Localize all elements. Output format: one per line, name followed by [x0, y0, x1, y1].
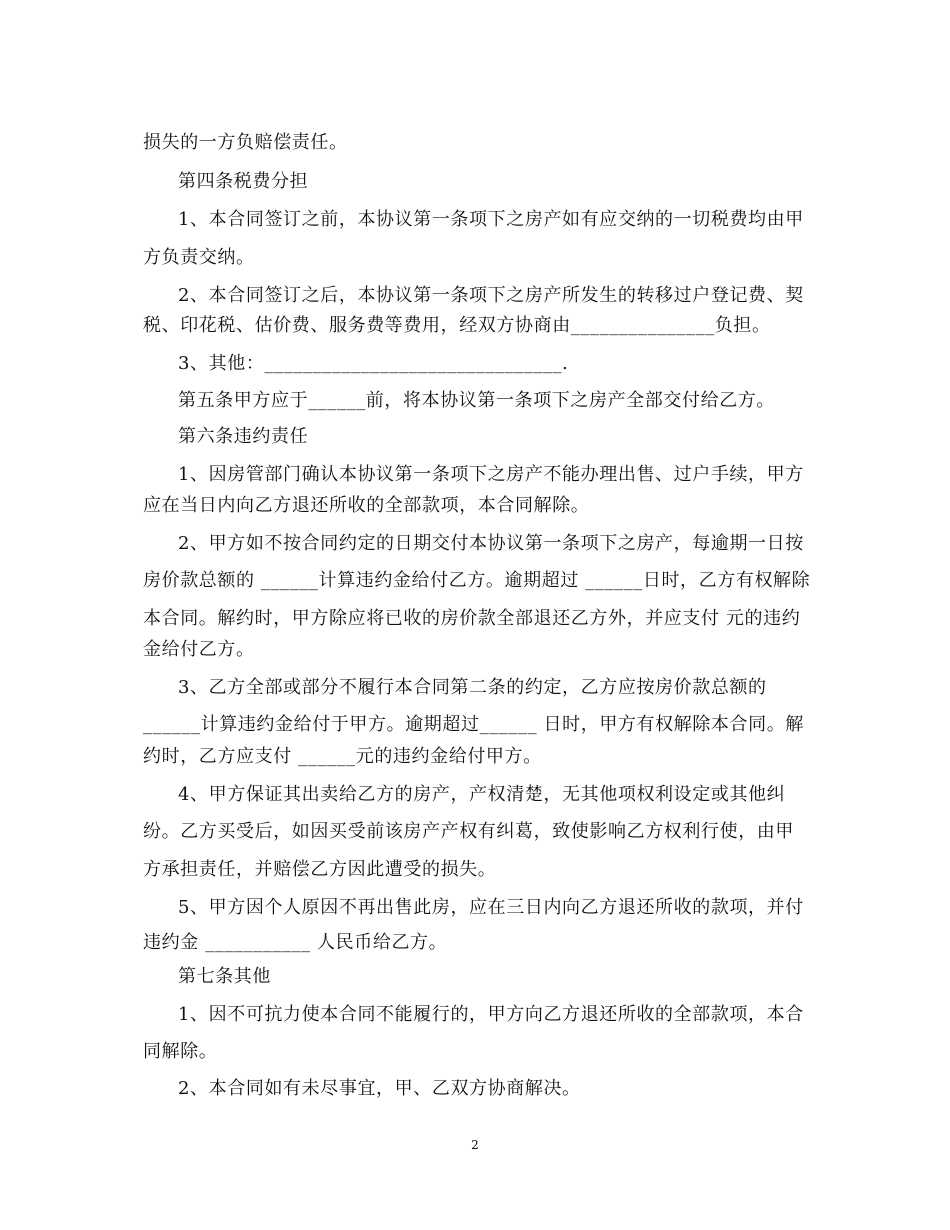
text-line: 方承担责任，并赔偿乙方因此遭受的损失。: [143, 859, 497, 880]
text-line: 金给付乙方。: [143, 639, 255, 660]
text-line: 约时，乙方应支付 ______元的违约金给付甲方。: [143, 746, 542, 767]
text-line: 3、乙方全部或部分不履行本合同第二条的约定，乙方应按房价款总额的: [178, 677, 767, 698]
text-line: 4、甲方保证其出卖给乙方的房产，产权清楚，无其他项权利设定或其他纠: [178, 784, 786, 805]
text-line: 第五条甲方应于______前，将本协议第一条项下之房产全部交付给乙方。: [178, 390, 775, 411]
text-line: 税、印花税、估价费、服务费等费用，经双方协商由_______________负担。: [143, 315, 771, 336]
section-heading: 第六条违约责任: [178, 426, 309, 447]
section-heading: 第四条税费分担: [178, 171, 309, 192]
text-line: 方负责交纳。: [143, 247, 255, 268]
text-line: 5、甲方因个人原因不再出售此房，应在三日内向乙方退还所收的款项，并付: [178, 897, 804, 918]
text-line: 损失的一方负赔偿责任。: [143, 132, 348, 153]
text-line: 应在当日内向乙方退还所收的全部款项，本合同解除。: [143, 495, 590, 516]
text-line: 1、因不可抗力使本合同不能履行的，甲方向乙方退还所收的全部款项，本合: [178, 1004, 804, 1025]
page-number: 2: [471, 1138, 479, 1152]
text-line: 2、本合同签订之后，本协议第一条项下之房产所发生的转移过户登记费、契: [178, 285, 804, 306]
text-line: ______计算违约金给付于甲方。逾期超过______ 日时，甲方有权解除本合同。解: [143, 714, 804, 735]
text-line: 违约金 ___________ 人民币给乙方。: [143, 932, 448, 953]
text-line: 3、其他：_______________________________.: [178, 353, 569, 374]
text-line: 1、本合同签订之前，本协议第一条项下之房产如有应交纳的一切税费均由甲: [178, 209, 804, 230]
text-line: 2、本合同如有未尽事宜，甲、乙双方协商解决。: [178, 1078, 581, 1099]
text-line: 2、甲方如不按合同约定的日期交付本协议第一条项下之房产，每逾期一日按: [178, 533, 804, 554]
text-line: 1、因房管部门确认本协议第一条项下之房产不能办理出售、过户手续，甲方: [178, 464, 804, 485]
text-line: 本合同。解约时，甲方除应将已收的房价款全部退还乙方外，并应支付 元的违约: [143, 608, 801, 629]
text-line: 房价款总额的 ______计算违约金给付乙方。逾期超过 ______日时，乙方有权解除: [143, 570, 811, 591]
text-line: 纷。乙方买受后，如因买受前该房产产权有纠葛，致使影响乙方权利行使，由甲: [143, 821, 794, 842]
text-line: 同解除。: [143, 1041, 218, 1062]
section-heading: 第七条其他: [178, 966, 271, 987]
